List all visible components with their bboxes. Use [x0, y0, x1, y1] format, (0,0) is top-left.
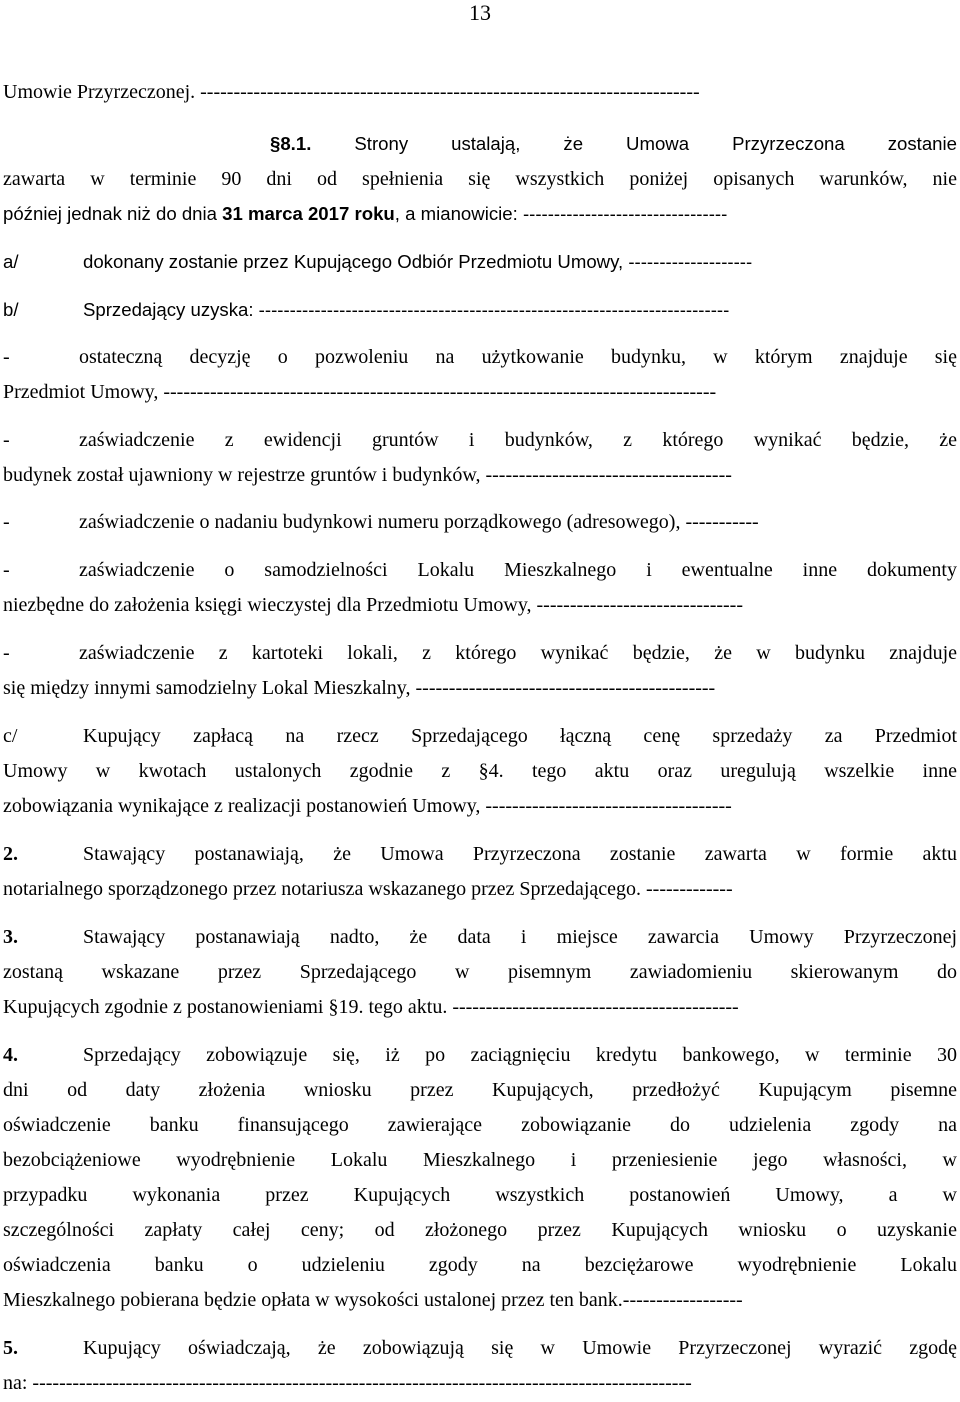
section-heading-line: §8.1. Strony ustalają, że Umowa Przyrzeczona zostanie [270, 133, 957, 154]
paragraph-number: 4. [3, 1044, 18, 1066]
list-item: - zaświadczenie z kartoteki lokali, z którego wynikać będzie, że w budynku znajduje [3, 642, 957, 664]
text-line: przypadku wykonania przez Kupujących wszystkich postanowień Umowy, a w [3, 1184, 957, 1206]
list-item: - zaświadczenie z ewidencji gruntów i budynków, z którego wynikać będzie, że [3, 429, 957, 451]
text-line: się między innymi samodzielny Lokal Mieszkalny, --------------------------------------------- [3, 677, 716, 699]
list-marker: c/ [3, 725, 18, 747]
numbered-paragraph: 2. Stawający postanawiają, że Umowa Przyrzeczona zostanie zawarta w formie aktu [3, 843, 957, 865]
list-item: b/ Sprzedający uzyska: ---------------------------------------------------------------------------- [3, 299, 730, 320]
page-number: 13 [469, 0, 491, 25]
list-marker: - [3, 429, 10, 451]
numbered-paragraph: 4. Sprzedający zobowiązuje się, iż po zaciągnięciu kredytu bankowego, w terminie 30 [3, 1044, 957, 1066]
list-marker: - [3, 511, 10, 533]
text-line: budynek został ujawniony w rejestrze gruntów i budynków, ------------------------------------- [3, 464, 732, 486]
text-line: zobowiązania wynikające z realizacji postanowień Umowy, ------------------------------------- [3, 795, 732, 817]
paragraph-number: 2. [3, 843, 18, 865]
text-line: oświadczenie banku finansującego zawierające zobowiązanie do udzielenia zgody na [3, 1114, 957, 1136]
paragraph-number: 5. [3, 1337, 18, 1359]
list-marker: - [3, 642, 10, 664]
text-line: Kupujących zgodnie z postanowieniami §19. tego aktu. ------------------------------------------- [3, 996, 739, 1018]
list-marker: b/ [3, 299, 19, 320]
text-line: później jednak niż do dnia 31 marca 2017 roku, a mianowicie: --------------------------------- [3, 203, 728, 224]
list-marker: a/ [3, 251, 19, 272]
text-line: bezobciążeniowe wyodrębnienie Lokalu Mieszkalnego i przeniesienie jego własności, w [3, 1149, 957, 1171]
list-item: - zaświadczenie o nadaniu budynkowi numeru porządkowego (adresowego), ----------- [3, 511, 759, 533]
text-line: Umowy w kwotach ustalonych zgodnie z §4. tego aktu oraz uregulują wszelkie inne [3, 760, 957, 782]
list-item: a/ dokonany zostanie przez Kupującego Odbiór Przedmiotu Umowy, -------------------- [3, 251, 753, 272]
text-line: notarialnego sporządzonego przez notariusza wskazanego przez Sprzedającego. ------------- [3, 878, 733, 900]
deadline-date: 31 marca 2017 roku [222, 203, 395, 224]
text-line: Mieszkalnego pobierana będzie opłata w wysokości ustalonej przez ten bank.------------------ [3, 1289, 743, 1311]
text-line: dni od daty złożenia wniosku przez Kupujących, przedłożyć Kupującym pisemne [3, 1079, 957, 1101]
list-item: c/ Kupujący zapłacą na rzecz Sprzedającego łączną cenę sprzedaży za Przedmiot [3, 725, 957, 747]
list-marker: - [3, 559, 10, 581]
text-line: szczególności zapłaty całej ceny; od złożonego przez Kupujących wniosku o uzyskanie [3, 1219, 957, 1241]
text-line: na: --------------------------------------------------------------------------------------------------- [3, 1372, 692, 1394]
paragraph-number: 3. [3, 926, 18, 948]
list-item: - ostateczną decyzję o pozwoleniu na użytkowanie budynku, w którym znajduje się [3, 346, 957, 368]
list-marker: - [3, 346, 10, 368]
numbered-paragraph: 5. Kupujący oświadczają, że zobowiązują się w Umowie Przyrzeczonej wyrazić zgodę [3, 1337, 957, 1359]
text-line: zostaną wskazane przez Sprzedającego w pisemnym zawiadomieniu skierowanym do [3, 961, 957, 983]
text-line: niezbędne do założenia księgi wieczystej dla Przedmiotu Umowy, ------------------------------- [3, 594, 743, 616]
list-item: - zaświadczenie o samodzielności Lokalu Mieszkalnego i ewentualne inne dokumenty [3, 559, 957, 581]
text-line: Umowie Przyrzeczonej. --------------------------------------------------------------------------- [3, 81, 700, 103]
text-line: zawarta w terminie 90 dni od spełnienia się wszystkich poniżej opisanych warunków, nie [3, 168, 957, 190]
numbered-paragraph: 3. Stawający postanawiają nadto, że data i miejsce zawarcia Umowy Przyrzeczonej [3, 926, 957, 948]
text-line: Przedmiot Umowy, ----------------------------------------------------------------------------------- [3, 381, 717, 403]
text-line: oświadczenia banku o udzieleniu zgody na bezciężarowe wyodrębnienie Lokalu [3, 1254, 957, 1276]
section-number: §8.1. [270, 133, 312, 154]
